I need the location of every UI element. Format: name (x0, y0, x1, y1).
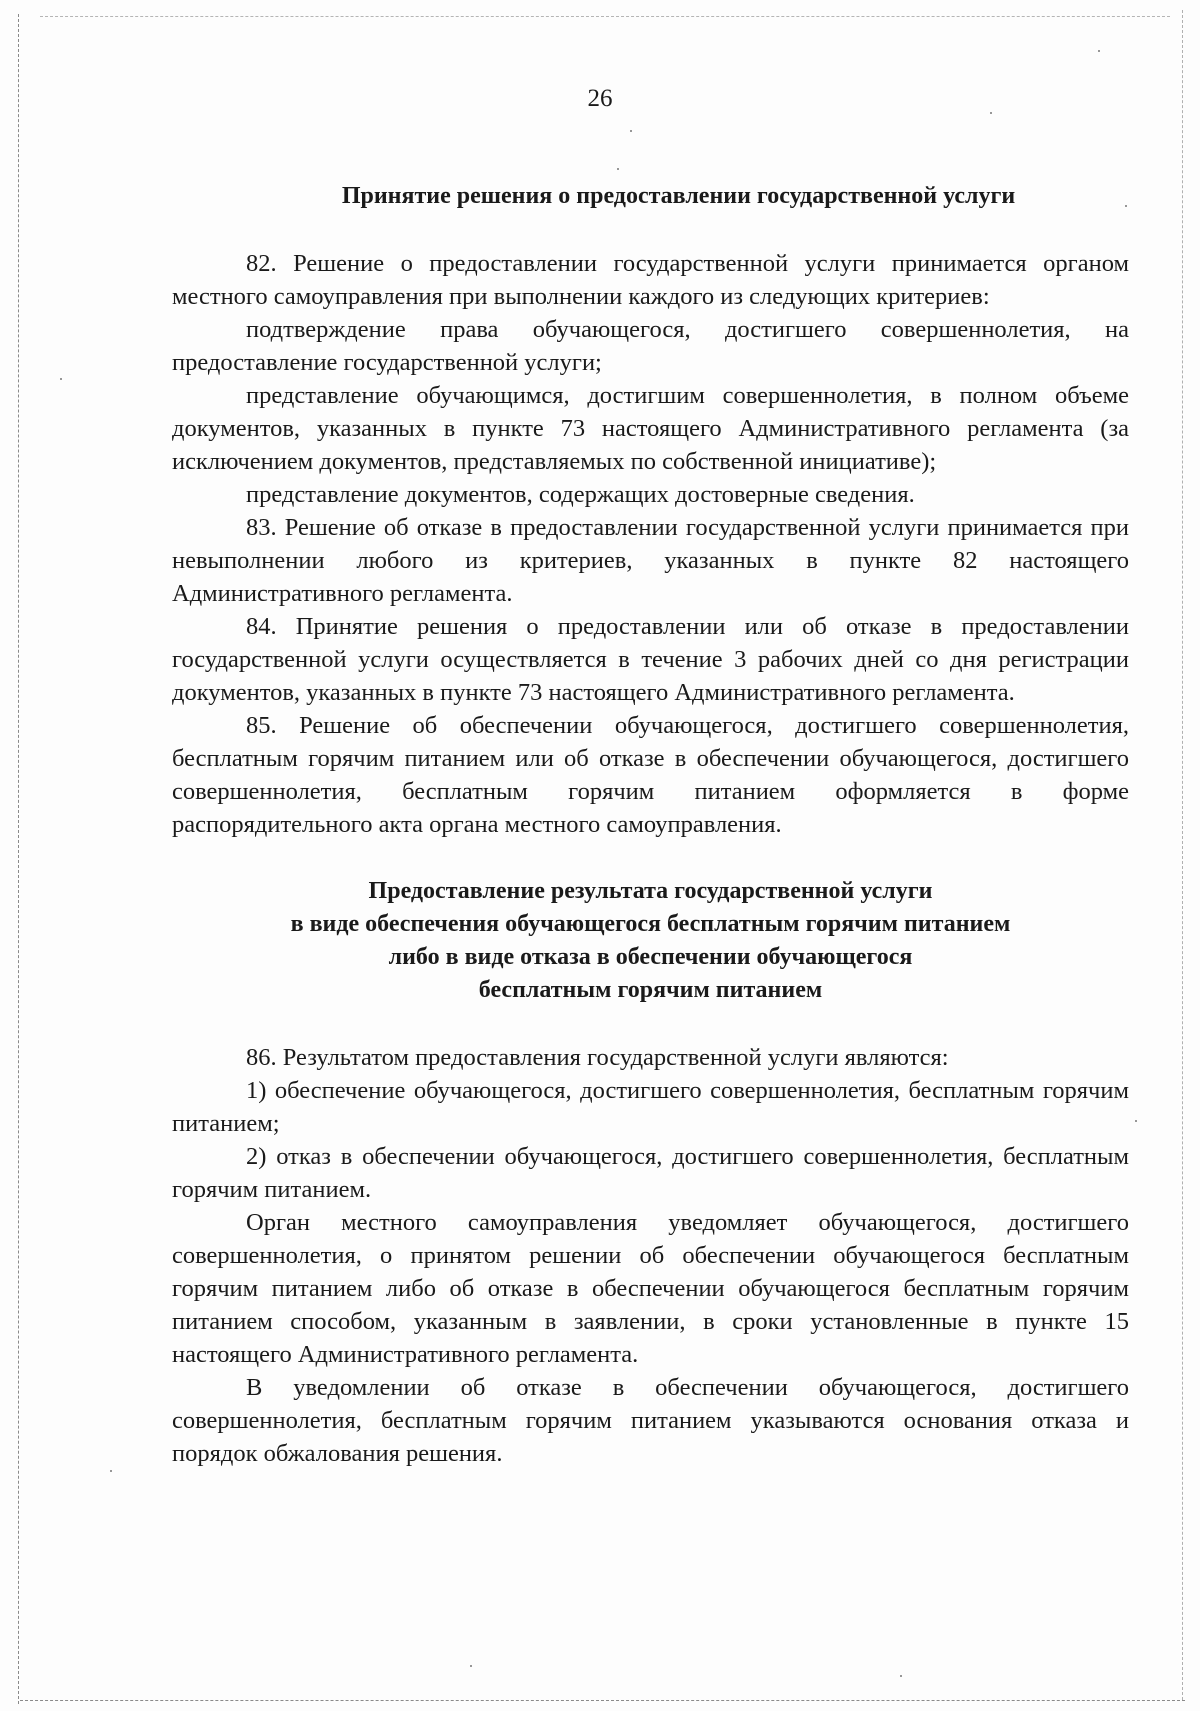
paragraph-82: 82. Решение о предоставлении государственной услуги принимается органом местного самоуправления при выполнении каждого из следующих критериев: (172, 250, 1129, 310)
heading-line: Предоставление результата государственной услуги (368, 878, 933, 904)
result-item-2: 2) отказ в обеспечении обучающегося, достигшего совершеннолетия, бесплатным горячим питанием. (172, 1143, 1129, 1203)
scan-border-bottom (20, 1700, 1185, 1701)
section-heading-decision: Принятие решения о предоставлении государственной услуги (341, 183, 1016, 209)
scan-speck (60, 378, 62, 380)
criterion-documents-reliable: представление документов, содержащих достоверные сведения. (246, 481, 915, 508)
scan-speck (1135, 1120, 1137, 1122)
criterion-documents-full: представление обучающимся, достигшим совершеннолетия, в полном объеме документов, указанных в пункте 73 настоящего Административного регламента (за исключением документов, представляемых по собственной инициативе); (172, 382, 1129, 475)
scan-border-top (40, 16, 1170, 17)
paragraph-84: 84. Принятие решения о предоставлении или об отказе в предоставлении государственной услуги осуществляется в течение 3 рабочих дней со дня регистрации документов, указанных в пункте 73 настоящего Административного регламента. (172, 613, 1129, 706)
scan-border-right (1182, 10, 1183, 1700)
heading-line: в виде обеспечения обучающегося бесплатным горячим питанием (290, 911, 1011, 937)
paragraph-85: 85. Решение об обеспечении обучающегося, достигшего совершеннолетия, бесплатным горячим питанием или об отказе в обеспечении обучающегося, достигшего совершеннолетия, бесплатным горячим питанием оформляется в форме распорядительного акта органа местного самоуправления. (172, 712, 1129, 838)
scan-speck (617, 168, 619, 170)
criterion-right-confirmation: подтверждение права обучающегося, достигшего совершеннолетия, на предоставление государственной услуги; (172, 316, 1129, 376)
scan-speck (900, 1675, 902, 1677)
scan-border-left (18, 14, 19, 1704)
heading-line: либо в виде отказа в обеспечении обучающегося (388, 944, 913, 970)
scan-speck (470, 1665, 472, 1667)
paragraph-notification: Орган местного самоуправления уведомляет обучающегося, достигшего совершеннолетия, о принятом решении об обеспечении обучающегося бесплатным горячим питанием либо об отказе в обеспечении обучающегося бесплатным горячим питанием способом, указанным в заявлении, в сроки установленные в пункте 15 настоящего Административного регламента. (172, 1209, 1129, 1368)
scan-speck (1098, 50, 1100, 52)
page-number: 26 (587, 85, 613, 112)
paragraph-86: 86. Результатом предоставления государственной услуги являются: (246, 1044, 949, 1071)
result-item-1: 1) обеспечение обучающегося, достигшего совершеннолетия, бесплатным горячим питанием; (172, 1077, 1129, 1137)
scan-speck (110, 1470, 112, 1472)
scan-speck (630, 130, 632, 132)
document-body (172, 180, 1129, 1470)
heading-line: бесплатным горячим питанием (478, 977, 823, 1003)
section-heading-result (172, 875, 1129, 1007)
paragraph-83: 83. Решение об отказе в предоставлении государственной услуги принимается при невыполнении любого из критериев, указанных в пункте 82 настоящего Административного регламента. (172, 514, 1129, 607)
paragraph-refusal-notice: В уведомлении об отказе в обеспечении обучающегося, достигшего совершеннолетия, бесплатным горячим питанием указываются основания отказа и порядок обжалования решения. (172, 1374, 1129, 1467)
